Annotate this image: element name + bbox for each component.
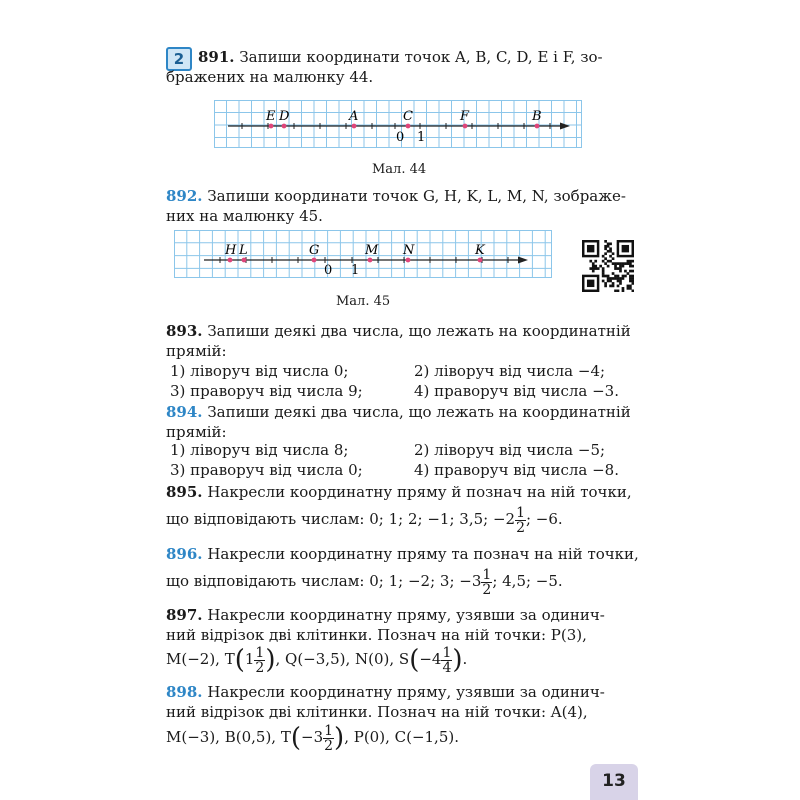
point-label-E: E <box>266 109 276 124</box>
option: 3) праворуч від числа 0; <box>170 461 363 479</box>
problem-number: 896. <box>166 545 203 563</box>
fraction <box>481 568 492 597</box>
problem-text: Запиши координати точок A, B, C, D, E і F, зо- <box>239 48 603 66</box>
numerator: 1 <box>255 644 265 661</box>
figure-45-caption: Мал. 45 <box>336 294 391 309</box>
problem-text: Накресли координатну пряму, узявши за одинич- <box>207 683 605 701</box>
origin-label: 0 <box>396 130 405 145</box>
problem-896-line2 <box>166 566 636 597</box>
point-K <box>478 258 483 263</box>
fraction <box>254 646 265 675</box>
problem-text: , Q(−3,5), N(0), S <box>275 650 410 668</box>
unit-label: 1 <box>351 263 360 278</box>
problem-text: ний відрізок дві клітинки. Познач на ній точки: P(3), <box>166 626 587 644</box>
point-D <box>282 124 287 129</box>
problem-number: 893. <box>166 322 203 340</box>
problem-text: бражених на малюнку 44. <box>166 68 374 86</box>
denominator: 2 <box>516 519 525 536</box>
problem-text: ; −6. <box>525 510 563 528</box>
figure-45-number-line <box>174 230 552 278</box>
problem-898 <box>166 682 636 722</box>
unit-label: 1 <box>417 130 426 145</box>
whole-part: −3 <box>301 728 324 746</box>
figure-44-caption: Мал. 44 <box>372 162 427 177</box>
problem-893-options <box>170 361 619 401</box>
whole-part: −4 <box>419 650 442 668</box>
point-B <box>535 124 540 129</box>
problem-894-options <box>170 440 619 480</box>
problem-891 <box>198 47 636 67</box>
option: 3) праворуч від числа 9; <box>170 382 363 400</box>
problem-text: Накресли координатну пряму й познач на ній точки, <box>207 483 632 501</box>
problem-number: 898. <box>166 683 203 701</box>
problem-text: ний відрізок дві клітинки. Познач на ній точки: A(4), <box>166 703 588 721</box>
level-badge: 2 <box>166 47 192 71</box>
problem-text: M(−2), T <box>166 650 235 668</box>
point-label-L: L <box>239 243 248 258</box>
problem-text: Запиши деякі два числа, що лежать на координатній <box>207 403 631 421</box>
option: 1) ліворуч від числа 8; <box>170 441 349 459</box>
problem-text: прямій: <box>166 342 227 360</box>
problem-text: Запиши деякі два числа, що лежать на координатній <box>207 322 631 340</box>
problem-895-line2 <box>166 504 636 535</box>
point-label-D: D <box>279 109 290 124</box>
point-label-N: N <box>403 243 415 258</box>
numerator: 1 <box>324 722 334 739</box>
point-L <box>242 258 247 263</box>
problem-text: них на малюнку 45. <box>166 207 323 225</box>
problem-number: 892. <box>166 187 203 205</box>
numerator: 1 <box>442 644 452 661</box>
problem-895 <box>166 482 636 502</box>
origin-label: 0 <box>324 263 333 278</box>
point-F <box>463 124 468 129</box>
problem-892 <box>166 186 636 226</box>
whole-part: 1 <box>244 650 255 668</box>
fraction <box>515 506 526 535</box>
numerator: 1 <box>482 566 492 583</box>
point-label-A: A <box>349 109 359 124</box>
point-G <box>312 258 317 263</box>
problem-text: ; 4,5; −5. <box>492 572 563 590</box>
problem-897-line3: M(−2), T(1 $\frac{1}{2}$ ), Q(−3,5), N(0), S(−4 $\frac{1}{4}$ ). <box>166 644 468 676</box>
denominator: 2 <box>255 659 265 676</box>
point-A <box>352 124 357 129</box>
denominator: 4 <box>442 659 452 676</box>
point-label-H: H <box>225 243 237 258</box>
fraction <box>441 646 452 675</box>
problem-896 <box>166 544 639 564</box>
problem-898-line3: M(−3), B(0,5), T(−3 $\frac{1}{2}$ ), P(0), C(−1,5). <box>166 722 459 754</box>
option: 2) ліворуч від числа −4; <box>414 362 606 380</box>
option: 4) праворуч від числа −8. <box>414 461 619 479</box>
problem-text: Запиши координати точок G, H, K, L, M, N, зображе- <box>207 187 626 205</box>
option: 2) ліворуч від числа −5; <box>414 441 606 459</box>
denominator: 2 <box>324 737 334 754</box>
point-label-C: C <box>403 109 413 124</box>
option: 4) праворуч від числа −3. <box>414 382 619 400</box>
option: 1) ліворуч від числа 0; <box>170 362 349 380</box>
problem-text: M(−3), B(0,5), T <box>166 728 291 746</box>
problem-text: Накресли координатну пряму та познач на ній точки, <box>207 545 639 563</box>
problem-text: , P(0), C(−1,5). <box>344 728 459 746</box>
point-label-F: F <box>460 109 470 124</box>
point-label-G: G <box>309 243 320 258</box>
point-N <box>406 258 411 263</box>
point-label-M: M <box>365 243 379 258</box>
problem-text: що відповідають числам: 0; 1; −2; 3; −3 <box>166 572 482 590</box>
problem-text: що відповідають числам: 0; 1; 2; −1; 3,5; −2 <box>166 510 516 528</box>
point-C <box>406 124 411 129</box>
problem-894 <box>166 402 636 442</box>
denominator: 2 <box>482 581 492 598</box>
problem-text: . <box>462 650 468 668</box>
point-E <box>269 124 274 129</box>
problem-number: 895. <box>166 483 203 501</box>
page-number: 13 <box>590 764 638 800</box>
problem-text: прямій: <box>166 423 227 441</box>
figure-44-number-line <box>214 100 582 148</box>
point-label-K: K <box>475 243 485 258</box>
numerator: 1 <box>516 504 525 521</box>
problem-number: 894. <box>166 403 203 421</box>
problem-893 <box>166 321 636 361</box>
point-label-B: B <box>532 109 542 124</box>
problem-number: 891. <box>198 48 235 66</box>
qr-code-icon[interactable] <box>582 240 634 292</box>
problem-text: Накресли координатну пряму, узявши за одинич- <box>207 606 605 624</box>
problem-number: 897. <box>166 606 203 624</box>
point-H <box>228 258 233 263</box>
fraction <box>323 724 334 753</box>
point-M <box>368 258 373 263</box>
problem-891-line2 <box>166 67 636 87</box>
problem-897 <box>166 605 636 645</box>
